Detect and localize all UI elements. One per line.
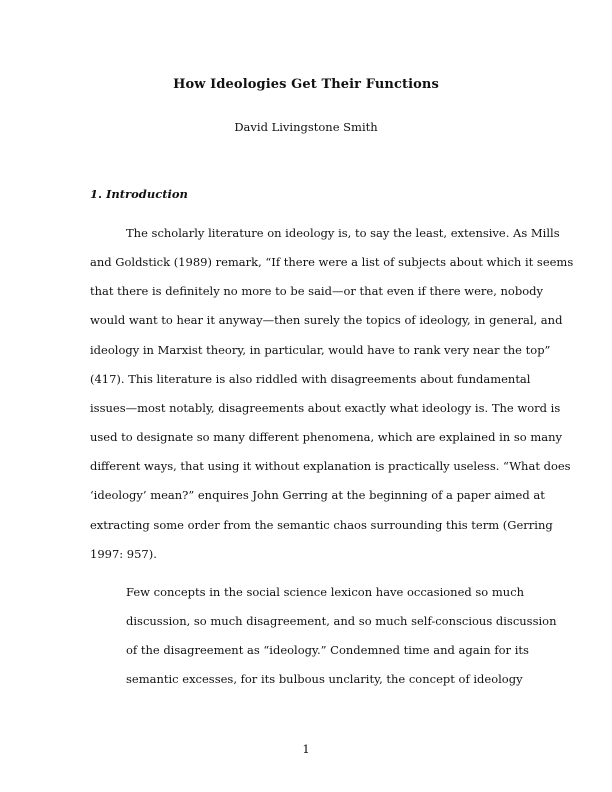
- paragraph-line: different ways, that using it without explanation is practically useless. “What does: [90, 459, 571, 473]
- paragraph-line: that there is definitely no more to be said—or that even if there were, nobody: [90, 284, 543, 298]
- quote-line: Few concepts in the social science lexicon have occasioned so much: [126, 585, 525, 599]
- page-number: 1: [302, 742, 310, 756]
- paragraph-line: (417). This literature is also riddled with disagreements about fundamental: [90, 372, 531, 386]
- paragraph-line: extracting some order from the semantic chaos surrounding this term (Gerring: [90, 518, 553, 532]
- paragraph-line: used to designate so many different phenomena, which are explained in so many: [90, 430, 562, 444]
- paragraph-line: The scholarly literature on ideology is, to say the least, extensive. As Mills: [126, 226, 560, 240]
- paragraph-line: ideology in Marxist theory, in particular, would have to rank very near the top”: [90, 343, 551, 357]
- section-heading: 1. Introduction: [90, 187, 188, 201]
- quote-line: discussion, so much disagreement, and so much self-conscious discussion: [126, 614, 557, 628]
- paragraph-line: ‘ideology’ mean?” enquires John Gerring at the beginning of a paper aimed at: [90, 488, 545, 502]
- quote-line: semantic excesses, for its bulbous unclarity, the concept of ideology: [126, 672, 523, 686]
- paragraph-line: and Goldstick (1989) remark, “If there were a list of subjects about which it seems: [90, 255, 574, 269]
- author-name: David Livingstone Smith: [234, 120, 378, 134]
- quote-line: of the disagreement as “ideology.” Condemned time and again for its: [126, 643, 529, 657]
- paragraph-line: would want to hear it anyway—then surely the topics of ideology, in general, and: [90, 313, 563, 327]
- paragraph-line: issues—most notably, disagreements about exactly what ideology is. The word is: [90, 401, 561, 415]
- paper-title: How Ideologies Get Their Functions: [173, 77, 439, 92]
- paragraph-line: 1997: 957).: [90, 547, 157, 561]
